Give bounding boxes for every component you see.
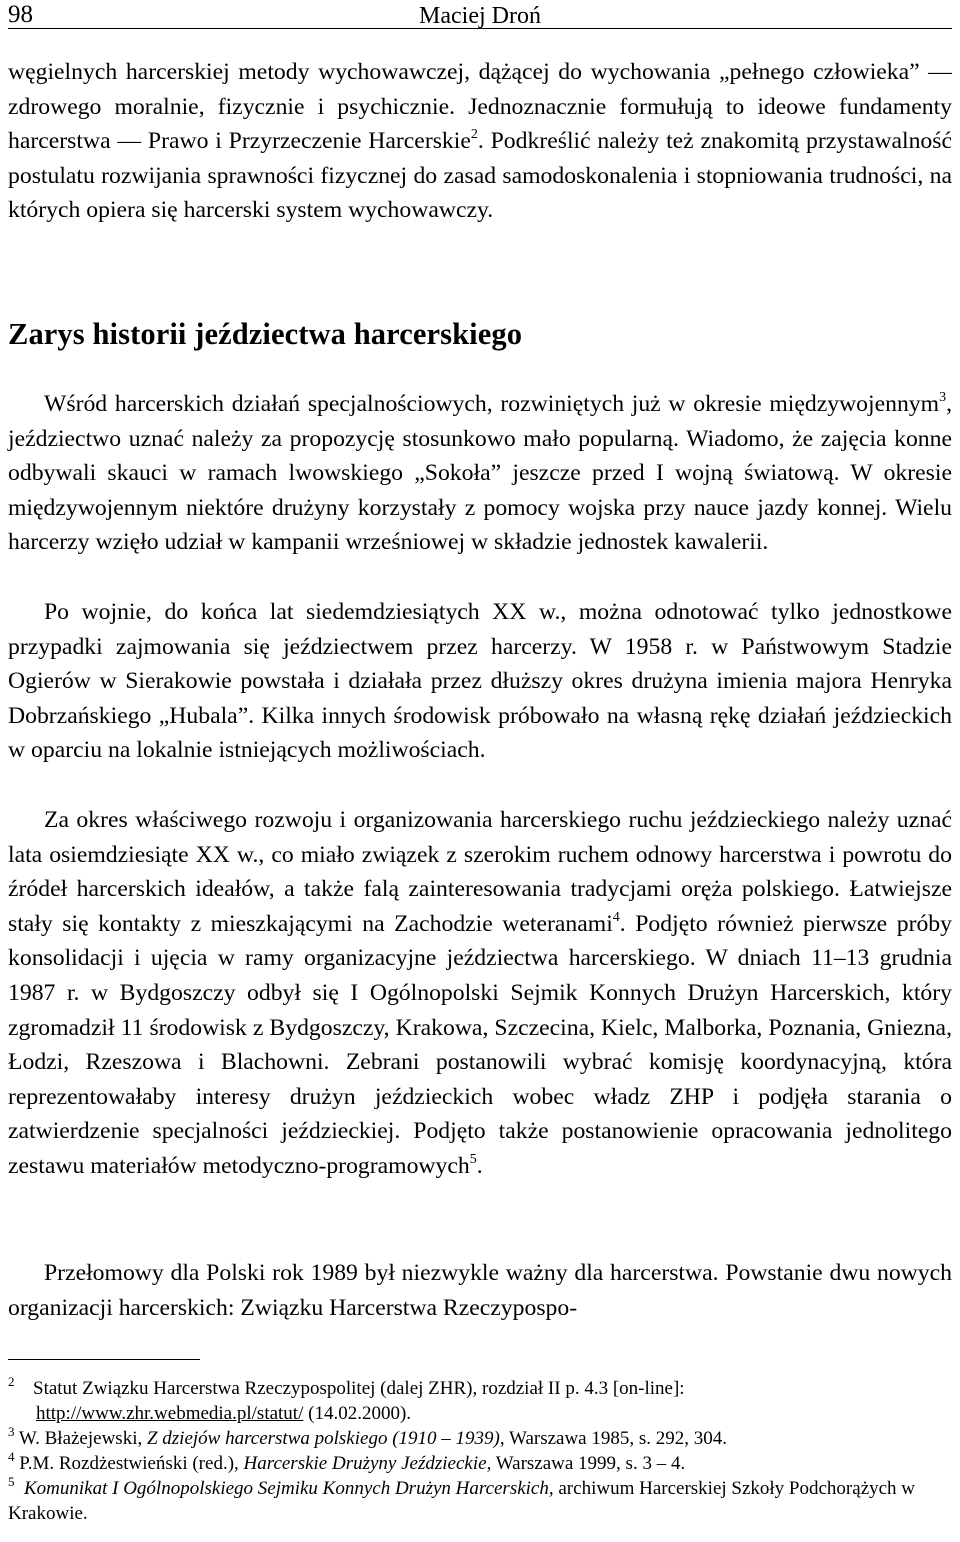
footnote-2-tail: (14.02.2000). (303, 1403, 412, 1424)
footnote-2: $^2$ Statut Związku Harcerstwa Rzeczypospolitej (dalej ZHR), rozdział II p. 4.3 [on-line]: http://www.zhr.webmedia.pl/statut/ (14.02.2000). (8, 1374, 685, 1424)
paragraph-1 (8, 55, 952, 228)
footnote-ref-3[interactable]: 3 (939, 390, 947, 405)
paragraph-5: Przełomowy dla Polski rok 1989 był niezwykle ważny dla harcerstwa. Powstanie dwu nowych organizacji harcerskich: Związku Harcerstwa Rzeczypospo- (8, 1260, 952, 1321)
running-header (8, 0, 952, 29)
paragraph-2-text-a: Wśród harcerskich działań specjalnościowych, rozwiniętych już w okresie międzywojennym (44, 391, 940, 417)
paragraph-1-text-a: węgielnych harcerskiej metody wychowawczej, dążącej do wychowania „pełnego człowieka” — zdrowego moralnie, fizycznie i psychicznie. Jednoznacznie formułują to ideowe fundamenty harcerstwa — Prawo i Przyrzeczenie Harcerskie (8, 59, 952, 155)
footnote-5-number: 5 (8, 1474, 15, 1489)
footnote-4-title: Harcerskie Drużyny Jeździeckie (243, 1453, 487, 1474)
paragraph-4-text-a: Za okres właściwego rozwoju i organizowania harcerskiego ruchu jeździeckiego należy uznać lata osiemdziesiąte XX w., co miało związek z szerokim ruchem odnowy harcerstwa i powrotu do źródeł harcerskich ideałów, a także falą zainteresowania tradycjami oręża polskiego. Łatwiejsze stały się kontakty z mieszkającymi na Zachodzie weteranami (8, 807, 952, 937)
footnote-5-rest: , archiwum Harcerskiej Szkoły Podchorążych w Krakowie. (8, 1478, 916, 1524)
footnote-ref-4[interactable]: 4 (612, 909, 620, 925)
footnote-4 (8, 1451, 956, 1476)
footnote-3-number: 3 (8, 1424, 15, 1439)
paragraph-2 (8, 387, 952, 560)
footnote-ref-2[interactable]: 2 (470, 127, 478, 143)
paragraph-4-text-b: . Podjęto również pierwsze próby konsolidacji i ujęcia w ramy organizacyjne jeździectwa harcerskiego. W dniach 11–13 grudnia 1987 r. w Bydgoszczy odbył się I Ogólnopolski Sejmik Konnych Drużyn Harcerskich, który zgromadził 11 środowisk z Bydgoszczy, Krakowa, Szczecina, Kielc, Malborka, Poznania, Gniezna, Łodzi, Rzeszowa i Blachowni. Zebrani postanowili wybrać komisję koordynacyjną, która reprezentowałaby interesy drużyn jeździeckich wobec władz ZHP i podjęła starania o zatwierdzenie specjalności jeździeckiej. Podjęto także postanowienie opracowania jednolitego zestawu materiałów metodyczno-programowych (8, 910, 952, 1179)
footnote-separator (8, 1359, 200, 1360)
footnote-3-rest: , Warszawa 1985, s. 292, 304. (499, 1428, 728, 1449)
section-heading: Zarys historii jeździectwa harcerskiego (8, 317, 523, 351)
paragraph-4 (8, 803, 952, 1184)
paragraph-4-text-c: . (476, 1152, 483, 1179)
running-header-author: Maciej Droń (419, 3, 541, 29)
footnote-3 (8, 1426, 956, 1451)
footnote-4-number: 4 (8, 1449, 15, 1464)
footnote-2-link[interactable]: http://www.zhr.webmedia.pl/statut/ (36, 1403, 304, 1424)
page-number: 98 (8, 1, 33, 28)
paragraph-2-text-b: , jeździectwo uznać należy za propozycję stosunkowo mało popularną. Wiadomo, że zajęcia konne odbywali skauci w ramach lwowskiego „Sokoła” jeszcze przed I wojną światową. W okresie międzywojennym niektóre drużyny korzystały z pomocy wojska przy nauce jazdy konnej. Wielu harcerzy wzięło udział w kampanii wrześniowej w składzie jednostek kawalerii. (8, 391, 952, 556)
footnote-5 (8, 1476, 952, 1526)
paragraph-3: Po wojnie, do końca lat siedemdziesiątych XX w., można odnotować tylko jednostkowe przypadki zajmowania się jeździectwem przez harcerzy. W 1958 r. w Państwowym Stadzie Ogierów w Sierakowie powstała i działała przez dłuższy okres drużyna imienia majora Henryka Dobrzańskiego „Hubala”. Kilka innych środowisk próbowało na własną rękę działań jeździeckich w oparciu na lokalnie istniejących możliwościach. (8, 599, 952, 764)
paragraph-1-text-b: . Podkreślić należy też znakomitą przystawalność postulatu rozwijania sprawności fizycznej do zasad samodoskonalenia i stopniowania trudności, na których opiera się harcerski system wychowawczy. (8, 128, 952, 224)
footnote-5-title: Komunikat I Ogólnopolskiego Sejmiku Konnych Drużyn Harcerskich (24, 1478, 549, 1499)
footnote-4-author: P.M. Rozdżestwieński (red.), (19, 1453, 244, 1474)
footnote-ref-5[interactable]: 5 (469, 1151, 477, 1167)
footnote-4-rest: , Warszawa 1999, s. 3 – 4. (486, 1453, 686, 1474)
footnote-2-text: Statut Związku Harcerstwa Rzeczypospolitej (dalej ZHR), rozdział II p. 4.3 [on-line]: (33, 1378, 685, 1399)
footnote-3-author: W. Błażejewski, (18, 1428, 147, 1449)
footnote-3-title: Z dziejów harcerstwa polskiego (1910 – 1939) (146, 1428, 500, 1449)
